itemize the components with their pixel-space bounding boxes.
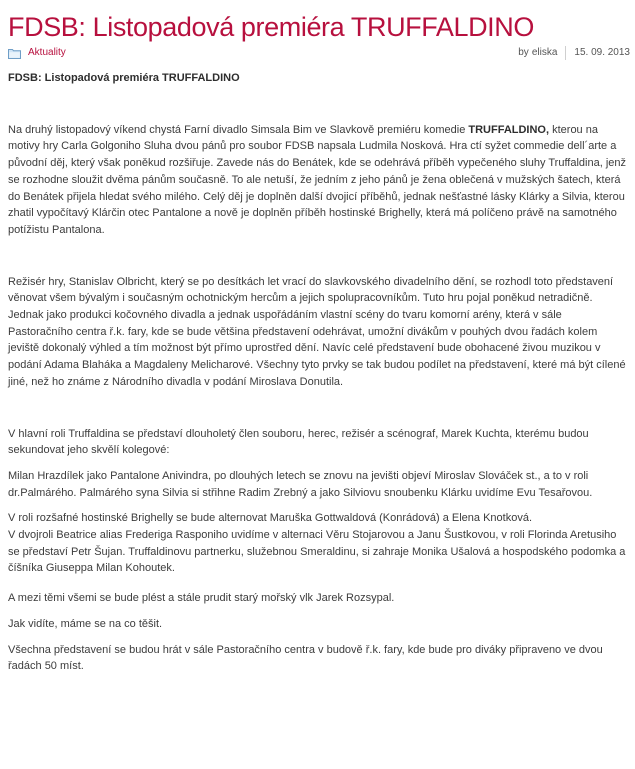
lead-heading: FDSB: Listopadová premiéra TRUFFALDINO <box>8 72 240 84</box>
article-meta <box>8 45 630 61</box>
byline <box>518 45 630 61</box>
by-label: by <box>518 47 529 58</box>
paragraph-intro <box>8 122 628 239</box>
author-link[interactable]: eliska <box>531 47 558 58</box>
paragraph-lead-role: V hlavní roli Truffaldina se představí dlouholetý člen souboru, herec, režisér a scénograf, Marek Kuchta, kterému budou sekundovat jeho skvělí kolegové: <box>8 427 589 457</box>
play-name: TRUFFALDINO, <box>468 123 550 136</box>
post-date: 15. 09. 2013 <box>574 47 630 58</box>
paragraph-cast-2: V roli rozšafné hostinské Brighelly se bude alternovat Maruška Gottwaldová (Konrádová) a Elena Knotková. <box>8 512 533 525</box>
paragraph-cast-4: A mezi těmi všemi se bude plést a stále prudit starý mořský vlk Jarek Rozsypal. <box>8 592 395 605</box>
category-label: Aktuality <box>28 47 66 58</box>
paragraph-anticipation: Jak vidíte, máme se na co těšit. <box>8 617 163 630</box>
article-body <box>8 70 628 675</box>
intro-text: Na druhý listopadový víkend chystá Farní divadlo Simsala Bim ve Slavkově premiéru komedie <box>8 123 469 136</box>
byline-divider <box>565 46 566 60</box>
intro-text-rest: kterou na motivy hry Carla Golgoniho Sluha dvou pánů pro soubor FDSB napsala Ludmila Nosková. Hra ctí syžet commedie dell´arte a původní děj, který však poněkud rozšiřuje. Zavede nás do Benátek, kde se odehrává příběh vypečeného sluhy Truffaldina, jenž se rozhodne sloužit dvěma pánům současně. To ale netuší, že jedním z jeho pánů je žena oblečená v mužských šatech, která do Benátek přijela hledat svého milého. Celý děj je doplněn další dvojicí příběhů, jednak nešťastné lásky Klárky a Silvia, kterou zhatil vypočítavý Klárčin otec Pantalone a nově je doplněn příběh hostinské Brighelly, která má políčeno právě na samotného potížistu Pantalona. <box>8 123 627 236</box>
article-title[interactable]: FDSB: Listopadová premiéra TRUFFALDINO <box>8 12 534 42</box>
paragraph-director: Režisér hry, Stanislav Olbricht, který se po desítkách let vrací do slavkovského divadelního dění, se rozhodl toto představení věnovat všem bývalým i současným ochotnickým hercům a jejich spolupracovníkům. Tuto hru pojal poněkud netradičně. Jednak jako produkci kočovného divadla a jednak uspořádáním vlastní scény do tvaru komorní arény, která v sále Pastoračního centra ř.k. fary, kde se bude většina představení odehrávat, umožní divákům v pouhých dvou řadách kolem jeviště dokonalý výhled a tím možnost být přímo uprostřed dění. Navíc celé představení bude obohacené živou muzikou v podání Adama Blaháka a Magdaleny Melicharové. Všechny tyto prvky se tak budou podílet na představení, které má být cílené jiné, než ho známe z Národního divadla v podání Miroslava Donutila. <box>8 275 626 388</box>
paragraph-venue: Všechna představení se budou hrát v sále Pastoračního centra v budově ř.k. fary, kde bude pro diváky připraveno ve dvou řadách 50 míst. <box>8 643 603 673</box>
paragraph-cast-1: Milan Hrazdílek jako Pantalone Anivindra, po dlouhých letech se znovu na jevišti objeví Miroslav Slováček st., a to v roli dr.Palmárého. Palmárého syna Silvia si střihne Radim Zrebný a jako Silviovu snoubenku Klárku uvidíme Evu Tesařovou. <box>8 469 593 499</box>
paragraph-cast-3: V dvojroli Beatrice alias Frederiga Rasponiho uvidíme v alternaci Věru Stojarovou a Janu Šustkovou, v roli Florinda Aretusiho se představí Petr Šujan. Truffaldinovu partnerku, služebnou Smeraldinu, si zahraje Monika Ušalová a hospodského podomka a číšníka Giuseppa Milan Kohoutek. <box>8 529 626 575</box>
category-link[interactable] <box>8 45 66 61</box>
folder-icon <box>8 48 21 59</box>
